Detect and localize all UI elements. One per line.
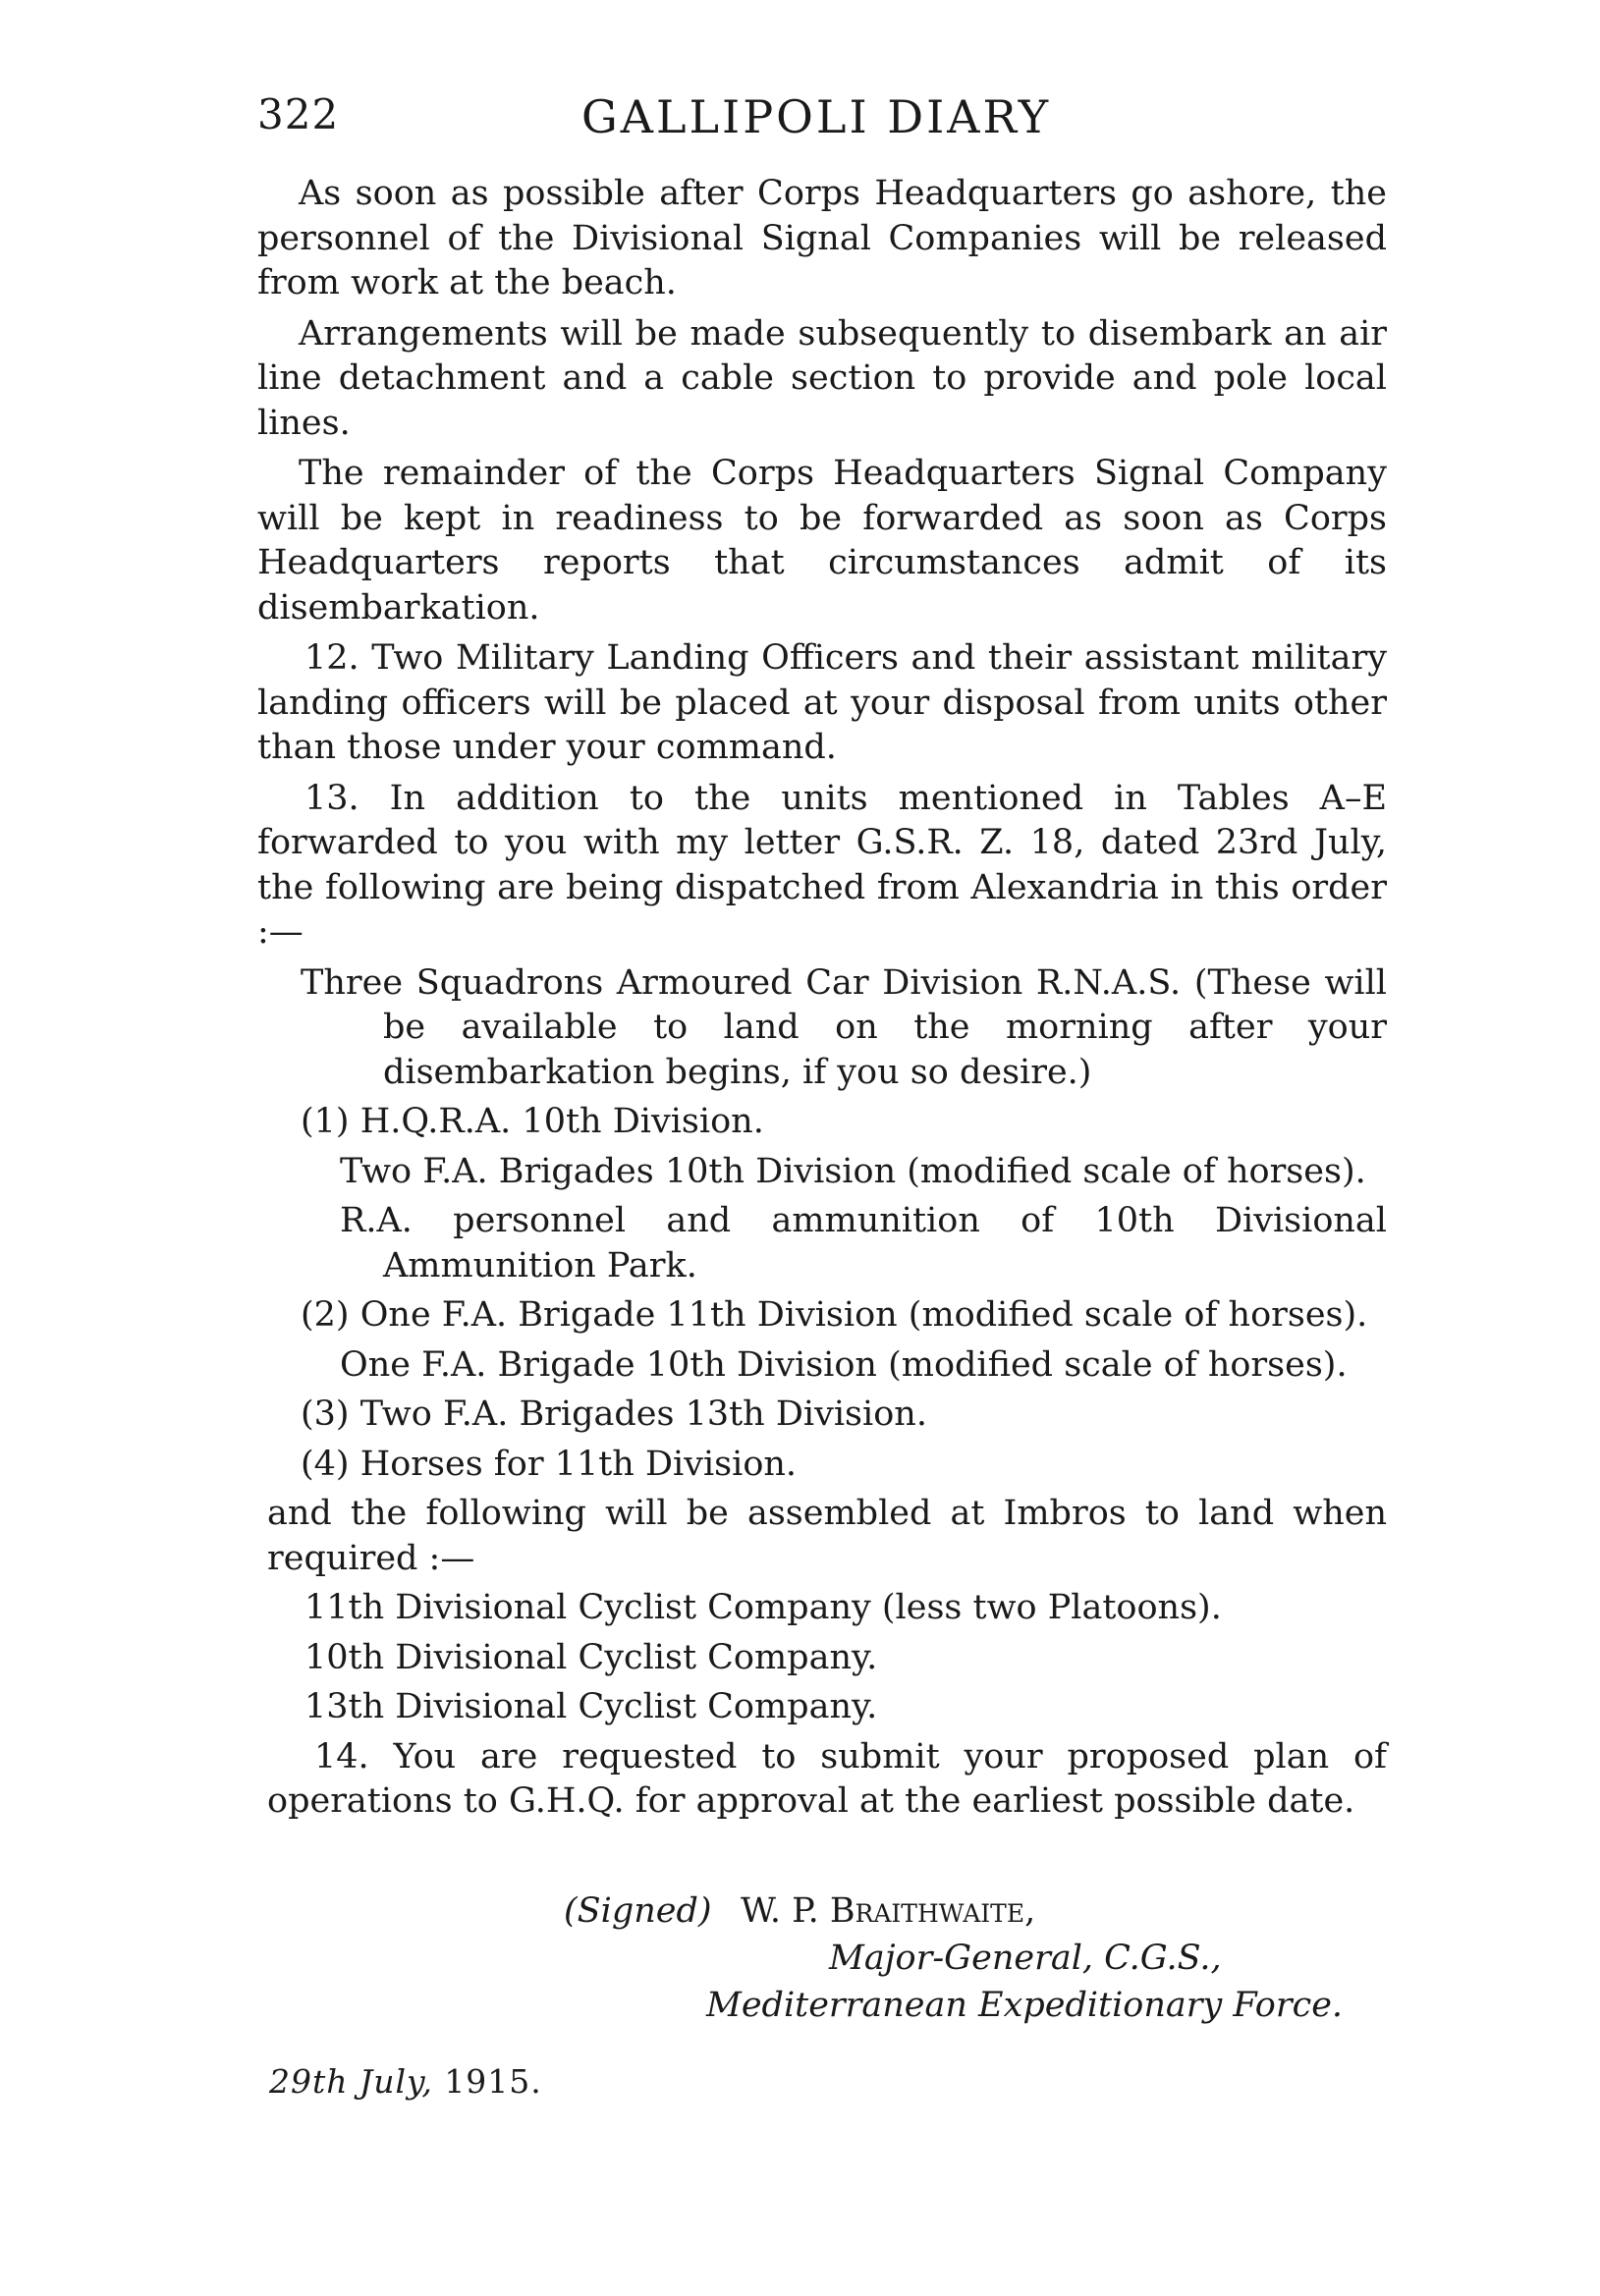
paragraph-12: 12. Two Military Landing Officers and their assistant military landing officers will be placed at your disposal from units other than those under your command. <box>257 638 1387 767</box>
signed-label: (Signed) <box>564 1891 712 1931</box>
list-item-1-brigades: Two F.A. Brigades 10th Division (modified scale of horses). <box>340 1151 1366 1191</box>
signatory-rank: Major-General, C.G.S., <box>829 1939 1222 1978</box>
list-item-3: (3) Two F.A. Brigades 13th Division. <box>301 1394 927 1434</box>
list-item-2: (2) One F.A. Brigade 11th Division (modified scale of horses). <box>301 1295 1368 1335</box>
signatory-name: W. P. Braithwaite, <box>741 1891 1036 1931</box>
paragraph-14: 14. You are requested to submit your proposed plan of operations to G.H.Q. for approval at the earliest possible date. <box>267 1736 1387 1821</box>
date-year: 1915. <box>444 2062 542 2101</box>
list-item-squadrons: Three Squadrons Armoured Car Division R.N.A.S. (These will be available to land on the morning after your disembarkation begins, if you so desire.) <box>301 962 1387 1092</box>
list-item-4: (4) Horses for 11th Division. <box>301 1444 798 1484</box>
signatory-force: Mediterranean Expeditionary Force. <box>706 1986 1344 2025</box>
date-day: 29th <box>269 2062 349 2101</box>
page-number: 322 <box>257 90 340 138</box>
running-head: GALLIPOLI DIARY <box>581 90 1052 143</box>
paragraph-assembled: and the following will be assembled at Imbros to land when required :— <box>267 1494 1387 1578</box>
list-item-cyclist-13th: 13th Divisional Cyclist Company. <box>304 1687 878 1726</box>
signature-block <box>257 1887 1387 2029</box>
letter-date <box>269 2062 542 2101</box>
paragraph-remainder: The remainder of the Corps Headquarters Signal Company will be kept in readiness to be forwarded as soon as Corps Headquarters reports that circumstances admit of its disembarkation. <box>257 454 1387 628</box>
paragraph-air-line: Arrangements will be made subsequently to disembark an air line detachment and a cable section to provide and pole local lines. <box>257 313 1387 443</box>
list-item-cyclist-10th: 10th Divisional Cyclist Company. <box>304 1637 878 1677</box>
list-item-2-brigade: One F.A. Brigade 10th Division (modified scale of horses). <box>340 1344 1348 1385</box>
body-text <box>257 172 1387 1831</box>
list-item-1: (1) H.Q.R.A. 10th Division. <box>301 1102 764 1141</box>
list-item-1-ammunition: R.A. personnel and ammunition of 10th Divisional Ammunition Park. <box>340 1201 1387 1285</box>
date-month: July, <box>359 2062 433 2101</box>
paragraph-signal-companies: As soon as possible after Corps Headquarters go ashore, the personnel of the Divisional Signal Companies will be released from work at the beach. <box>257 174 1387 302</box>
paragraph-13: 13. In addition to the units mentioned in Tables A–E forwarded to you with my letter G.S.R. Z. 18, dated 23rd July, the following are being dispatched from Alexandria in this order :— <box>257 778 1387 952</box>
list-item-cyclist-11th: 11th Divisional Cyclist Company (less two Platoons). <box>304 1588 1222 1627</box>
page-header <box>257 90 1387 149</box>
